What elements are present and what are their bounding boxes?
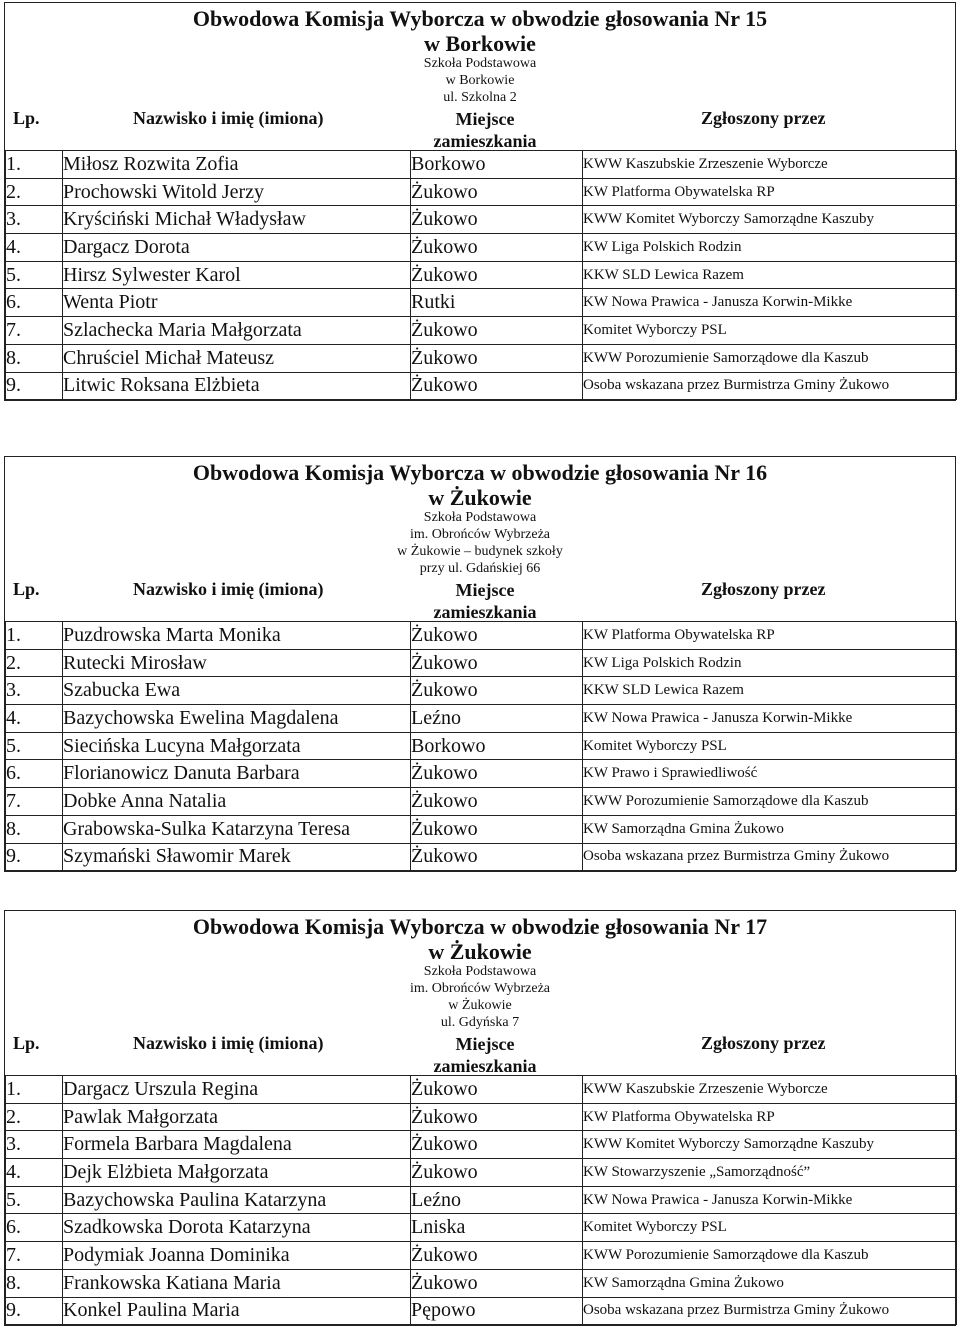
member-name: Szlachecka Maria Małgorzata (63, 317, 411, 345)
member-nominated-by: Komitet Wyborczy PSL (583, 1214, 957, 1242)
member-place: Żukowo (411, 760, 583, 788)
member-name: Dargacz Urszula Regina (63, 1076, 411, 1104)
table-row (6, 843, 957, 871)
committee-block-15 (4, 2, 956, 401)
table-row (6, 289, 957, 317)
member-lp: 2. (6, 1103, 63, 1131)
member-lp: 1. (6, 151, 63, 179)
member-nominated-by: KW Platforma Obywatelska RP (583, 178, 957, 206)
member-name: Konkel Paulina Maria (63, 1297, 411, 1325)
table-row (6, 1242, 957, 1270)
member-place: Leźno (411, 705, 583, 733)
col-lp: Lp. (13, 108, 40, 128)
member-nominated-by: Osoba wskazana przez Burmistrza Gminy Żukowo (583, 843, 957, 871)
column-headers (5, 577, 955, 621)
member-nominated-by: KWW Kaszubskie Zrzeszenie Wyborcze (583, 1076, 957, 1104)
member-nominated-by: KWW Komitet Wyborczy Samorządne Kaszuby (583, 1131, 957, 1159)
member-place: Leźno (411, 1186, 583, 1214)
col-by: Zgłoszony przez (701, 579, 826, 599)
committee-town: w Żukowie (428, 485, 532, 510)
member-name: Formela Barbara Magdalena (63, 1131, 411, 1159)
member-name: Frankowska Katiana Maria (63, 1269, 411, 1297)
member-nominated-by: Osoba wskazana przez Burmistrza Gminy Żukowo (583, 372, 957, 400)
table-row (6, 151, 957, 179)
committee-block-16 (4, 456, 956, 872)
member-name: Grabowska-Sulka Katarzyna Teresa (63, 815, 411, 843)
address-line: im. Obrońców Wybrzeża (409, 527, 550, 542)
member-nominated-by: KWW Porozumienie Samorządowe dla Kaszub (583, 788, 957, 816)
member-lp: 6. (6, 1214, 63, 1242)
member-nominated-by: KKW SLD Lewica Razem (583, 677, 957, 705)
member-place: Żukowo (411, 206, 583, 234)
member-nominated-by: Osoba wskazana przez Burmistrza Gminy Żukowo (583, 1297, 957, 1325)
member-nominated-by: KWW Porozumienie Samorządowe dla Kaszub (583, 1242, 957, 1270)
member-lp: 9. (6, 372, 63, 400)
member-place: Żukowo (411, 649, 583, 677)
address-line: w Żukowie – budynek szkoły (397, 544, 563, 559)
member-name: Szymański Sławomir Marek (63, 843, 411, 871)
table-row (6, 760, 957, 788)
table-row (6, 1186, 957, 1214)
member-lp: 1. (6, 1076, 63, 1104)
address-line: Szkoła Podstawowa (423, 56, 537, 71)
table-row (6, 206, 957, 234)
col-name: Nazwisko i imię (imiona) (133, 108, 324, 128)
member-name: Litwic Roksana Elżbieta (63, 372, 411, 400)
table-row (6, 178, 957, 206)
table-row (6, 815, 957, 843)
members-table (5, 150, 957, 400)
member-name: Bazychowska Paulina Katarzyna (63, 1186, 411, 1214)
table-row (6, 1159, 957, 1187)
member-lp: 5. (6, 1186, 63, 1214)
member-nominated-by: Komitet Wyborczy PSL (583, 732, 957, 760)
address-line: w Borkowie (445, 73, 515, 88)
member-lp: 3. (6, 206, 63, 234)
table-row (6, 234, 957, 262)
member-lp: 4. (6, 234, 63, 262)
member-name: Florianowicz Danuta Barbara (63, 760, 411, 788)
member-nominated-by: Komitet Wyborczy PSL (583, 317, 957, 345)
member-place: Lniska (411, 1214, 583, 1242)
member-nominated-by: KW Nowa Prawica - Janusza Korwin-Mikke (583, 1186, 957, 1214)
col-name: Nazwisko i imię (imiona) (133, 1033, 324, 1053)
member-lp: 6. (6, 760, 63, 788)
committee-town: w Żukowie (428, 939, 532, 964)
member-place: Pępowo (411, 1297, 583, 1325)
member-nominated-by: KKW SLD Lewica Razem (583, 261, 957, 289)
member-place: Żukowo (411, 677, 583, 705)
member-name: Dobke Anna Natalia (63, 788, 411, 816)
member-nominated-by: KWW Kaszubskie Zrzeszenie Wyborcze (583, 151, 957, 179)
member-place: Borkowo (411, 151, 583, 179)
member-name: Hirsz Sylwester Karol (63, 261, 411, 289)
column-headers (5, 1031, 955, 1075)
committee-title: Obwodowa Komisja Wyborcza w obwodzie głosowania Nr 17 (192, 914, 768, 939)
table-row (6, 1076, 957, 1104)
table-row (6, 1131, 957, 1159)
committee-title: Obwodowa Komisja Wyborcza w obwodzie głosowania Nr 15 (192, 6, 768, 31)
member-lp: 2. (6, 178, 63, 206)
member-place: Żukowo (411, 622, 583, 650)
member-nominated-by: KW Platforma Obywatelska RP (583, 1103, 957, 1131)
member-place: Żukowo (411, 234, 583, 262)
table-row (6, 1103, 957, 1131)
address-line: ul. Szkolna 2 (443, 90, 517, 105)
col-lp: Lp. (13, 579, 40, 599)
member-lp: 7. (6, 317, 63, 345)
member-lp: 2. (6, 649, 63, 677)
member-name: Szadkowska Dorota Katarzyna (63, 1214, 411, 1242)
member-lp: 7. (6, 788, 63, 816)
address-line: im. Obrońców Wybrzeża (409, 981, 550, 996)
member-name: Miłosz Rozwita Zofia (63, 151, 411, 179)
member-nominated-by: KW Samorządna Gmina Żukowo (583, 815, 957, 843)
table-row (6, 622, 957, 650)
col-by: Zgłoszony przez (701, 108, 826, 128)
member-name: Chruściel Michał Mateusz (63, 344, 411, 372)
members-table (5, 1075, 957, 1325)
col-place: Miejsce zamieszkania (433, 1034, 537, 1076)
table-row (6, 261, 957, 289)
member-nominated-by: KWW Komitet Wyborczy Samorządne Kaszuby (583, 206, 957, 234)
member-name: Dargacz Dorota (63, 234, 411, 262)
member-lp: 8. (6, 1269, 63, 1297)
member-place: Żukowo (411, 1242, 583, 1270)
committee-title: Obwodowa Komisja Wyborcza w obwodzie głosowania Nr 16 (192, 460, 768, 485)
member-name: Puzdrowska Marta Monika (63, 622, 411, 650)
member-place: Żukowo (411, 1103, 583, 1131)
member-lp: 5. (6, 732, 63, 760)
member-name: Wenta Piotr (63, 289, 411, 317)
member-name: Pawlak Małgorzata (63, 1103, 411, 1131)
member-place: Żukowo (411, 815, 583, 843)
member-nominated-by: KW Platforma Obywatelska RP (583, 622, 957, 650)
member-name: Szabucka Ewa (63, 677, 411, 705)
member-nominated-by: KW Nowa Prawica - Janusza Korwin-Mikke (583, 289, 957, 317)
member-nominated-by: KW Liga Polskich Rodzin (583, 649, 957, 677)
table-row (6, 1214, 957, 1242)
member-place: Żukowo (411, 372, 583, 400)
column-headers (5, 106, 955, 150)
member-name: Dejk Elżbieta Małgorzata (63, 1159, 411, 1187)
member-lp: 9. (6, 843, 63, 871)
member-place: Żukowo (411, 261, 583, 289)
member-nominated-by: KW Nowa Prawica - Janusza Korwin-Mikke (583, 705, 957, 733)
member-place: Żukowo (411, 1269, 583, 1297)
member-lp: 8. (6, 815, 63, 843)
table-row (6, 372, 957, 400)
table-row (6, 788, 957, 816)
address-line: przy ul. Gdańskiej 66 (419, 561, 541, 576)
member-name: Prochowski Witold Jerzy (63, 178, 411, 206)
address-line: Szkoła Podstawowa (423, 964, 537, 979)
member-name: Kryściński Michał Władysław (63, 206, 411, 234)
committee-header (5, 457, 955, 577)
members-table (5, 621, 957, 871)
col-name: Nazwisko i imię (imiona) (133, 579, 324, 599)
table-row (6, 1297, 957, 1325)
table-row (6, 344, 957, 372)
member-place: Żukowo (411, 178, 583, 206)
member-lp: 5. (6, 261, 63, 289)
member-place: Rutki (411, 289, 583, 317)
col-place: Miejsce zamieszkania (433, 109, 537, 151)
address-line: w Żukowie (448, 998, 512, 1013)
committee-header (5, 3, 955, 106)
member-place: Żukowo (411, 788, 583, 816)
member-lp: 3. (6, 1131, 63, 1159)
member-place: Żukowo (411, 843, 583, 871)
member-place: Żukowo (411, 1159, 583, 1187)
member-place: Żukowo (411, 317, 583, 345)
member-name: Bazychowska Ewelina Magdalena (63, 705, 411, 733)
member-lp: 6. (6, 289, 63, 317)
member-lp: 4. (6, 1159, 63, 1187)
member-lp: 1. (6, 622, 63, 650)
member-lp: 7. (6, 1242, 63, 1270)
col-by: Zgłoszony przez (701, 1033, 826, 1053)
table-row (6, 1269, 957, 1297)
table-row (6, 732, 957, 760)
committee-header (5, 911, 955, 1031)
table-row (6, 705, 957, 733)
member-nominated-by: KW Stowarzyszenie „Samorządność” (583, 1159, 957, 1187)
table-row (6, 649, 957, 677)
member-place: Żukowo (411, 344, 583, 372)
member-lp: 8. (6, 344, 63, 372)
member-name: Rutecki Mirosław (63, 649, 411, 677)
address-line: Szkoła Podstawowa (423, 510, 537, 525)
member-place: Żukowo (411, 1076, 583, 1104)
member-nominated-by: KW Liga Polskich Rodzin (583, 234, 957, 262)
address-line: ul. Gdyńska 7 (440, 1015, 520, 1030)
member-name: Podymiak Joanna Dominika (63, 1242, 411, 1270)
committee-town: w Borkowie (424, 31, 536, 56)
table-row (6, 677, 957, 705)
table-row (6, 317, 957, 345)
member-nominated-by: KW Prawo i Sprawiedliwość (583, 760, 957, 788)
member-lp: 9. (6, 1297, 63, 1325)
committee-block-17 (4, 910, 956, 1326)
col-lp: Lp. (13, 1033, 40, 1053)
member-place: Żukowo (411, 1131, 583, 1159)
member-nominated-by: KW Samorządna Gmina Żukowo (583, 1269, 957, 1297)
member-lp: 3. (6, 677, 63, 705)
member-lp: 4. (6, 705, 63, 733)
member-nominated-by: KWW Porozumienie Samorządowe dla Kaszub (583, 344, 957, 372)
col-place: Miejsce zamieszkania (433, 580, 537, 622)
member-name: Siecińska Lucyna Małgorzata (63, 732, 411, 760)
member-place: Borkowo (411, 732, 583, 760)
